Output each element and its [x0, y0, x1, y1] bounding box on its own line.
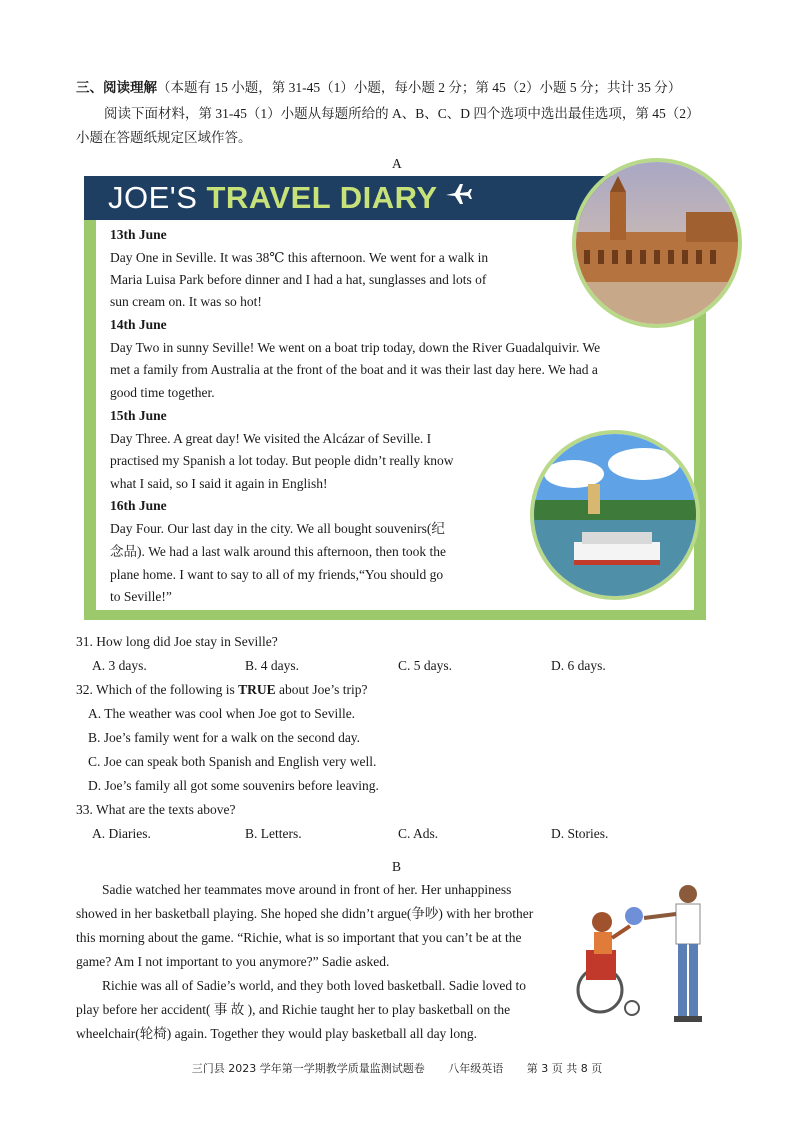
passage-b-line: game? Am I not important to you anymore?” Sadie asked.: [76, 954, 390, 969]
passage-label-a: A: [392, 156, 402, 171]
question-33-option-b: B. Letters.: [245, 826, 302, 841]
diary-line: plane home. I want to say to all of my friends,“You should go: [110, 567, 444, 582]
question-31-stem: 31. How long did Joe stay in Seville?: [76, 634, 278, 649]
diary-date-1: 13th June: [110, 227, 167, 242]
banner-highlight: TRAVEL DIARY: [206, 180, 438, 215]
diary-line: Day Two in sunny Seville! We went on a boat trip today, down the River Guadalquivir. We: [110, 340, 601, 355]
q32-stem-bold: TRUE: [238, 682, 276, 697]
question-31-option-d: D. 6 days.: [551, 658, 606, 673]
diary-banner-title: [108, 179, 438, 217]
plaza-photo-illustration: [576, 162, 738, 324]
diary-date-2: 14th June: [110, 317, 167, 332]
instruction-line-2: 小题在答题纸规定区域作答。: [76, 130, 252, 145]
section-title: [76, 78, 681, 98]
question-33-option-d: D. Stories.: [551, 826, 609, 841]
question-32-option-a: A. The weather was cool when Joe got to Seville.: [88, 706, 356, 721]
passage-b-line: Richie was all of Sadie’s world, and they both loved basketball. Sadie loved to: [102, 978, 527, 993]
diary-line: met a family from Australia at the front of the boat and it was their last day here. We had a: [110, 362, 598, 377]
diary-line: sun cream on. It was so hot!: [110, 294, 262, 309]
passage-b-line: wheelchair(轮椅) again. Together they would play basketball all day long.: [76, 1026, 478, 1041]
plaza-photo: [572, 158, 742, 328]
question-33-stem: 33. What are the texts above?: [76, 802, 236, 817]
diary-line: Day Four. Our last day in the city. We all bought souvenirs(纪: [110, 521, 445, 536]
page-footer: [0, 1060, 794, 1076]
passage-label-b: B: [392, 859, 402, 874]
question-33-option-c: C. Ads.: [398, 826, 439, 841]
question-32-stem: [76, 680, 367, 700]
banner-prefix: JOE'S: [108, 180, 207, 215]
q32-stem-post: about Joe’s trip?: [275, 682, 368, 697]
diary-line: Day One in Seville. It was 38℃ this afternoon. We went for a walk in: [110, 250, 489, 265]
airplane-icon: [444, 180, 472, 208]
diary-line: Day Three. A great day! We visited the Alcázar of Seville. I: [110, 431, 432, 446]
question-31-option-c: C. 5 days.: [398, 658, 452, 673]
question-32-option-d: D. Joe’s family all got some souvenirs before leaving.: [88, 778, 379, 793]
footer-subject: 八年级英语: [448, 1062, 504, 1075]
diary-line: what I said, so I said it again in English!: [110, 476, 328, 491]
question-31-option-a: A. 3 days.: [92, 658, 147, 673]
passage-b-line: play before her accident( 事 故 ), and Richie taught her to play basketball on the: [76, 1002, 511, 1017]
passage-b-line: showed in her basketball playing. She hoped she didn’t argue(争吵) with her brother: [76, 906, 534, 921]
question-33-option-a: A. Diaries.: [92, 826, 151, 841]
diary-date-3: 15th June: [110, 408, 167, 423]
instruction-line-1: 阅读下面材料，第 31-45（1）小题从每题所给的 A、B、C、D 四个选项中选出最佳选项，第 45（2）: [104, 106, 700, 121]
section-title-bold: 三、阅读理解: [76, 80, 157, 95]
footer-page: 第 3 页 共 8 页: [526, 1062, 603, 1075]
diary-line: to Seville!”: [110, 589, 172, 604]
question-32-option-b: B. Joe’s family went for a walk on the second day.: [88, 730, 361, 745]
diary-line: Maria Luisa Park before dinner and I had a hat, sunglasses and lots of: [110, 272, 487, 287]
question-31-option-b: B. 4 days.: [245, 658, 299, 673]
river-boat-photo: [530, 430, 700, 600]
wheelchair-girl-illustration: [572, 880, 722, 1030]
q32-stem-pre: 32. Which of the following is: [76, 682, 239, 697]
passage-b-line: Sadie watched her teammates move around in front of her. Her unhappiness: [102, 882, 512, 897]
diary-line: 念品). We had a last walk around this afternoon, then took the: [110, 544, 446, 559]
diary-line: practised my Spanish a lot today. But people didn’t really know: [110, 453, 454, 468]
passage-b-line: this morning about the game. “Richie, what is so important that you can’t be at the: [76, 930, 522, 945]
diary-line: good time together.: [110, 385, 215, 400]
question-32-option-c: C. Joe can speak both Spanish and English very well.: [88, 754, 377, 769]
footer-exam: 三门县 2023 学年第一学期教学质量监测试题卷: [191, 1062, 425, 1075]
river-boat-illustration: [534, 434, 696, 596]
diary-date-4: 16th June: [110, 498, 167, 513]
section-title-rest: （本题有 15 小题，第 31-45（1）小题，每小题 2 分；第 45（2）小题 5 分；共计 35 分）: [157, 80, 682, 95]
